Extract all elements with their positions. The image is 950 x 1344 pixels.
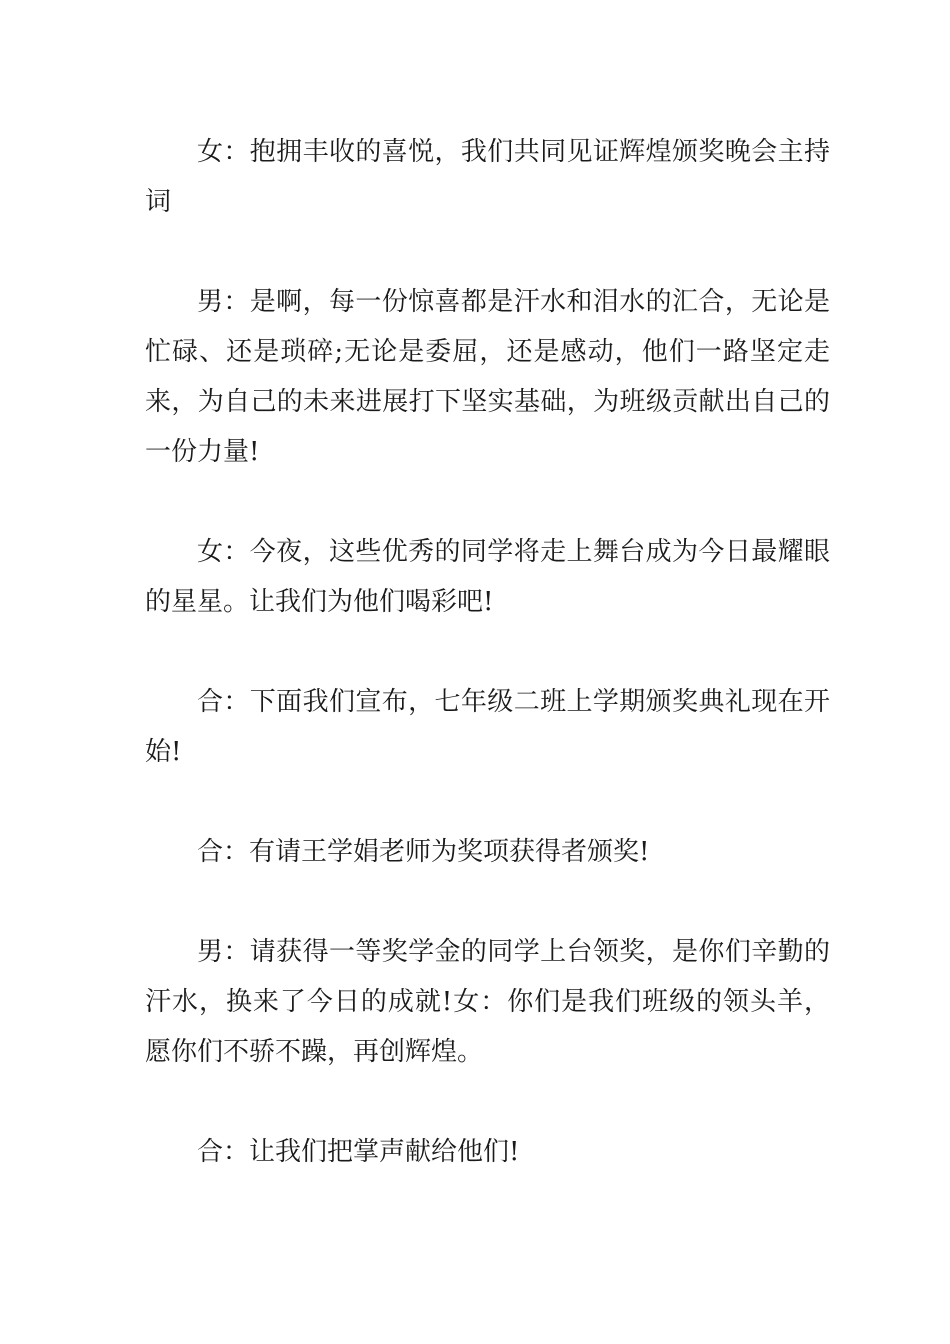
paragraph-2: 男：是啊，每一份惊喜都是汗水和泪水的汇合，无论是忙碌、还是琐碎;无论是委屈，还是感动，他们一路坚定走来，为自己的未来进展打下坚实基础，为班级贡献出自己的一份力量! bbox=[145, 287, 830, 467]
paragraph-5: 合：有请王学娟老师为奖项获得者颁奖! bbox=[197, 837, 650, 867]
paragraph-4: 合：下面我们宣布，七年级二班上学期颁奖典礼现在开始! bbox=[145, 687, 830, 767]
paragraph-6: 男：请获得一等奖学金的同学上台领奖，是你们辛勤的汗水，换来了今日的成就!女：你们是我们班级的领头羊，愿你们不骄不躁，再创辉煌。 bbox=[145, 937, 830, 1067]
paragraph-1: 女：抱拥丰收的喜悦，我们共同见证辉煌颁奖晚会主持词 bbox=[145, 137, 830, 217]
paragraph-7: 合：让我们把掌声献给他们! bbox=[197, 1137, 520, 1167]
paragraph-3: 女：今夜，这些优秀的同学将走上舞台成为今日最耀眼的星星。让我们为他们喝彩吧! bbox=[145, 537, 830, 617]
